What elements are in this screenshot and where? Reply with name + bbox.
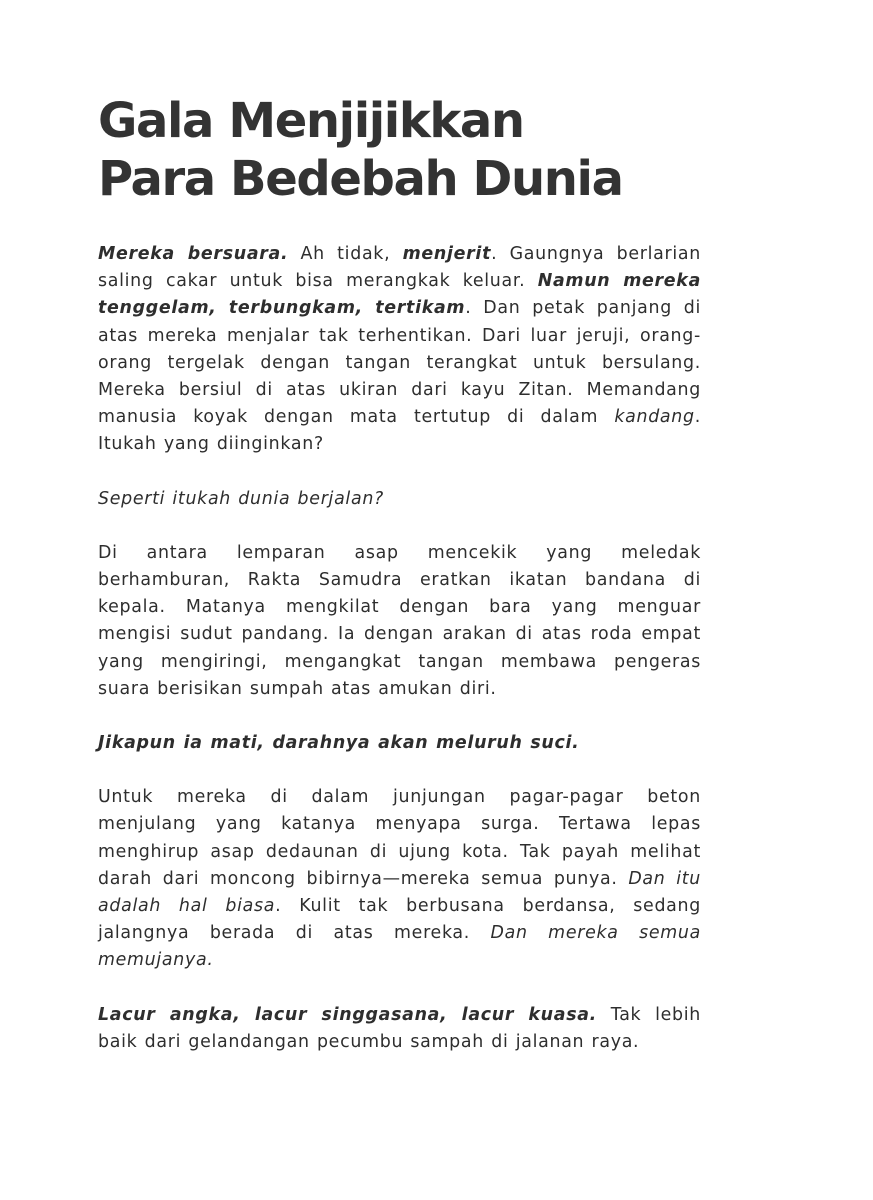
paragraph-3: Di antara lemparan asap mencekik yang meledak berhamburan, Rakta Samudra eratkan ikatan bandana di kepala. Matanya mengkilat dengan bara yang menguar mengisi sudut pandang. Ia dengan arakan di atas roda empat yang mengiringi, mengangkat tangan membawa pengeras suara berisikan sumpah atas amukan diri. (98, 542, 701, 699)
emphasis: menjerit (402, 244, 492, 264)
article-title (98, 92, 701, 208)
article-body (98, 241, 701, 1056)
text-run: Tak lebih baik dari gelandangan pecumbu sampah di jalanan raya. (98, 1004, 702, 1052)
text-run: . Kulit tak berbusana berdansa, sedang jalangnya berada di atas mereka. (98, 896, 702, 944)
paragraph-6 (98, 1002, 701, 1056)
text-run: Ah tidak, (288, 244, 403, 264)
italic-phrase: Dan itu adalah hal biasa (98, 868, 702, 917)
title-line-2: Para Bedebah Dunia (98, 151, 623, 207)
paragraph-5 (98, 784, 701, 974)
text-run: Untuk mereka di dalam junjungan pagar-pagar beton menjulang yang katanya menyapa surga. Tertawa lepas menghirup asap dedaunan di ujung kota. Tak payah melihat darah dari moncong bibirnya—mereka semua punya. (98, 787, 701, 889)
italic-word: kandang (614, 407, 695, 428)
italic-phrase: Dan mereka semua memujanya. (98, 923, 701, 971)
emphasis: Mereka bersuara. (98, 244, 289, 264)
text-run: . Gaungnya berlarian saling cakar untuk bisa merangkak keluar. (98, 244, 701, 292)
text-run: . Dan petak panjang di atas mereka menjalar tak terhentikan. Dari luar jeruji, orang-orang tergelak dengan tangan terangkat untuk bersulang. Mereka bersiul di atas ukiran dari kayu Zitan. Memandang manusia koyak dengan mata tertutup di dalam (98, 298, 701, 428)
paragraph-2: Seperti itukah dunia berjalan? (98, 488, 384, 509)
emphasis: Lacur angka, lacur singgasana, lacur kuasa. (98, 1004, 597, 1025)
paragraph-4: Jikapun ia mati, darahnya akan meluruh suci. (98, 733, 580, 754)
paragraph-1 (98, 241, 701, 459)
title-line-1: Gala Menjijikkan (98, 93, 524, 149)
text-run: . Itukah yang diinginkan? (98, 407, 701, 455)
emphasis: Namun mereka tenggelam, terbungkam, tertikam (98, 271, 701, 319)
